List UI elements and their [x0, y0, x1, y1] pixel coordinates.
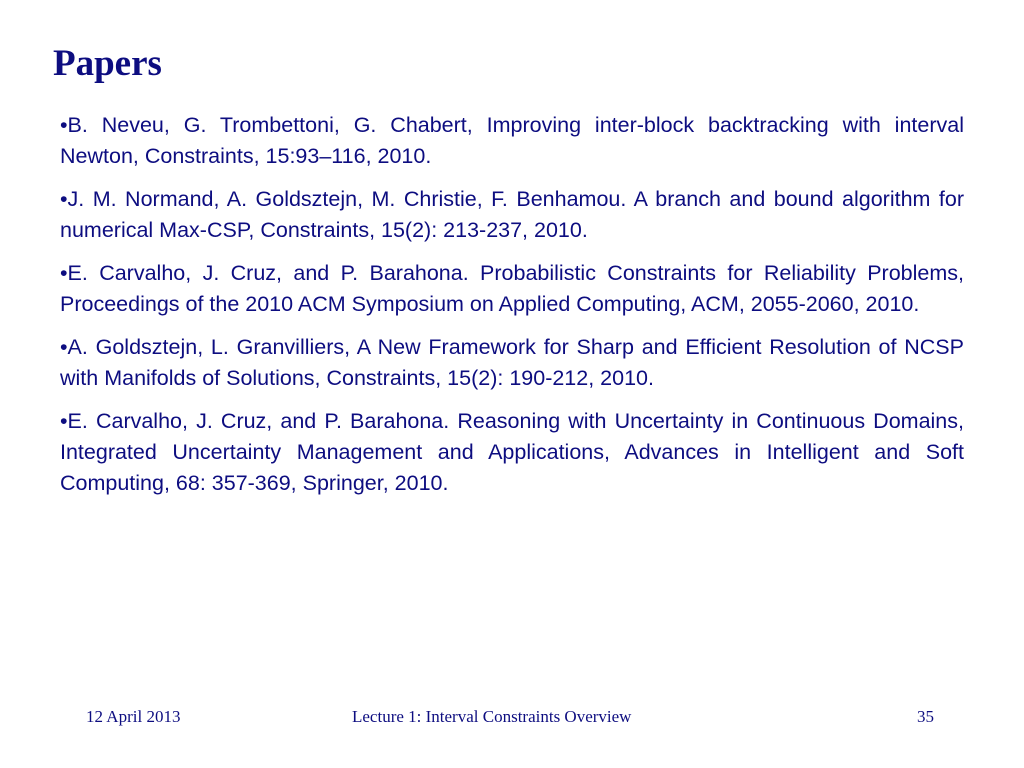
- reference-item: [60, 184, 964, 246]
- reference-item: [60, 258, 964, 320]
- bullet-icon: •: [60, 113, 68, 137]
- reference-list: [60, 110, 964, 511]
- bullet-icon: •: [60, 409, 68, 433]
- bullet-icon: •: [60, 187, 68, 211]
- reference-text: J. M. Normand, A. Goldsztejn, M. Christie, F. Benhamou. A branch and bound algorithm for numerical Max-CSP, Constraints, 15(2): 213-237, 2010.: [60, 187, 964, 242]
- reference-text: B. Neveu, G. Trombettoni, G. Chabert, Improving inter-block backtracking with interval Newton, Constraints, 15:93–116, 2010.: [60, 113, 964, 168]
- bullet-icon: •: [60, 261, 68, 285]
- page-number: 35: [917, 707, 934, 726]
- footer-date: 12 April 2013: [86, 707, 181, 726]
- reference-item: [60, 406, 964, 499]
- footer-title: Lecture 1: Interval Constraints Overview: [352, 707, 632, 726]
- reference-item: [60, 332, 964, 394]
- reference-text: E. Carvalho, J. Cruz, and P. Barahona. Reasoning with Uncertainty in Continuous Domains, Integrated Uncertainty Management and Applications, Advances in Intelligent and Soft Computing, 68: 357-369, Springer, 2010.: [60, 409, 964, 495]
- reference-text: E. Carvalho, J. Cruz, and P. Barahona. Probabilistic Constraints for Reliability Problems, Proceedings of the 2010 ACM Symposium on Applied Computing, ACM, 2055-2060, 2010.: [60, 261, 964, 316]
- bullet-icon: •: [60, 335, 68, 359]
- reference-text: A. Goldsztejn, L. Granvilliers, A New Framework for Sharp and Efficient Resolution of NCSP with Manifolds of Solutions, Constraints, 15(2): 190-212, 2010.: [60, 335, 964, 390]
- reference-item: [60, 110, 964, 172]
- slide-title: Papers: [53, 43, 162, 84]
